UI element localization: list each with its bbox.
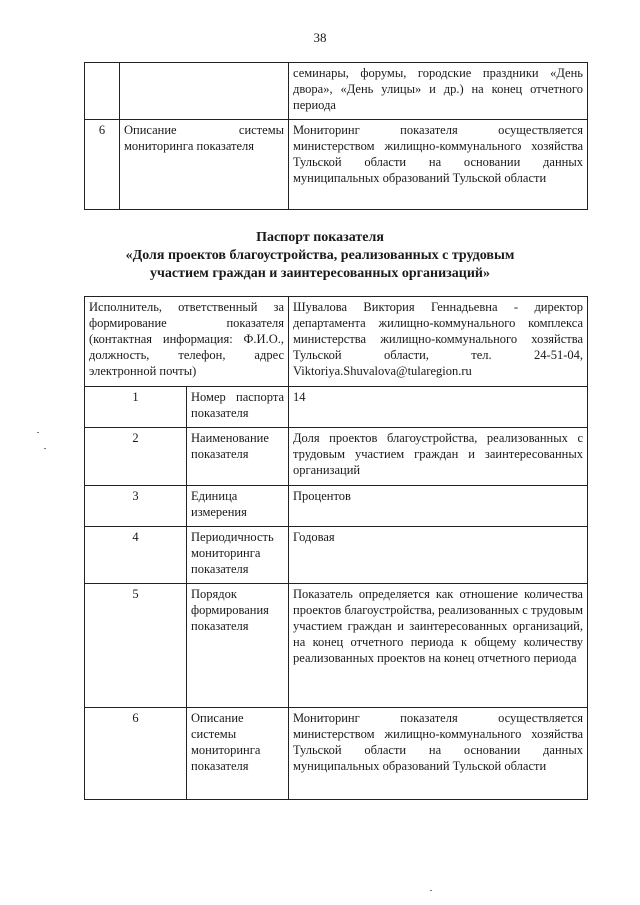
row-number: 3 bbox=[85, 486, 187, 527]
row-name bbox=[120, 63, 289, 120]
row-number bbox=[85, 63, 120, 120]
passport-table bbox=[84, 296, 588, 800]
scan-speck bbox=[430, 890, 432, 891]
scan-speck bbox=[37, 432, 39, 433]
row-value: Доля проектов благоустройства, реализованных с трудовым участием граждан и заинтересованных организаций bbox=[289, 428, 588, 486]
table-row bbox=[85, 120, 588, 210]
executor-label: Исполнитель, ответственный за формирование показателя (контактная информация: Ф.И.О., должность, телефон, адрес электронной почты) bbox=[85, 297, 289, 387]
row-number: 6 bbox=[85, 120, 120, 210]
top-table bbox=[84, 62, 588, 210]
scan-speck bbox=[44, 448, 46, 449]
table-row bbox=[85, 584, 588, 708]
page-number: 38 bbox=[313, 30, 327, 45]
passport-heading bbox=[0, 229, 640, 283]
table-row bbox=[85, 708, 588, 800]
table-row bbox=[85, 63, 588, 120]
row-value: 14 bbox=[289, 387, 588, 428]
heading-line-3: участием граждан и заинтересованных организаций» bbox=[150, 266, 490, 281]
executor-row bbox=[85, 297, 588, 387]
row-value: Показатель определяется как отношение количества проектов благоустройства, реализованных с трудовым участием граждан и заинтересованных организаций, на конец отчетного периода к общему количеству реализованных проектов на конец отчетного периода bbox=[289, 584, 588, 708]
row-value: Процентов bbox=[289, 486, 588, 527]
row-name: Наименование показателя bbox=[187, 428, 289, 486]
row-number: 2 bbox=[85, 428, 187, 486]
row-number: 6 bbox=[85, 708, 187, 800]
table-row bbox=[85, 428, 588, 486]
table-row bbox=[85, 387, 588, 428]
table-row bbox=[85, 486, 588, 527]
row-value: Мониторинг показателя осуществляется министерством жилищно-коммунального хозяйства Тульской области на основании данных муниципальных образований Тульской области bbox=[289, 120, 588, 210]
executor-value: Шувалова Виктория Геннадьевна - директор департамента жилищно-коммунального комплекса министерства жилищно-коммунального хозяйства Тульской области, тел. 24-51-04, Viktoriya.Shuvalova@tularegion.ru bbox=[289, 297, 588, 387]
row-number: 5 bbox=[85, 584, 187, 708]
row-name: Порядок формирования показателя bbox=[187, 584, 289, 708]
row-value: Мониторинг показателя осуществляется министерством жилищно-коммунального хозяйства Тульской области на основании данных муниципальных образований Тульской области bbox=[289, 708, 588, 800]
row-name: Единица измерения bbox=[187, 486, 289, 527]
row-name: Номер паспорта показателя bbox=[187, 387, 289, 428]
row-name: Описание системы мониторинга показателя bbox=[187, 708, 289, 800]
row-value: семинары, форумы, городские праздники «День двора», «День улицы» и др.) на конец отчетного периода bbox=[289, 63, 588, 120]
row-name: Периодичность мониторинга показателя bbox=[187, 527, 289, 584]
row-number: 4 bbox=[85, 527, 187, 584]
table-row bbox=[85, 527, 588, 584]
row-value: Годовая bbox=[289, 527, 588, 584]
row-number: 1 bbox=[85, 387, 187, 428]
heading-line-1: Паспорт показателя bbox=[256, 230, 384, 245]
row-name: Описание системы мониторинга показателя bbox=[120, 120, 289, 210]
heading-line-2: «Доля проектов благоустройства, реализованных с трудовым bbox=[125, 248, 515, 263]
